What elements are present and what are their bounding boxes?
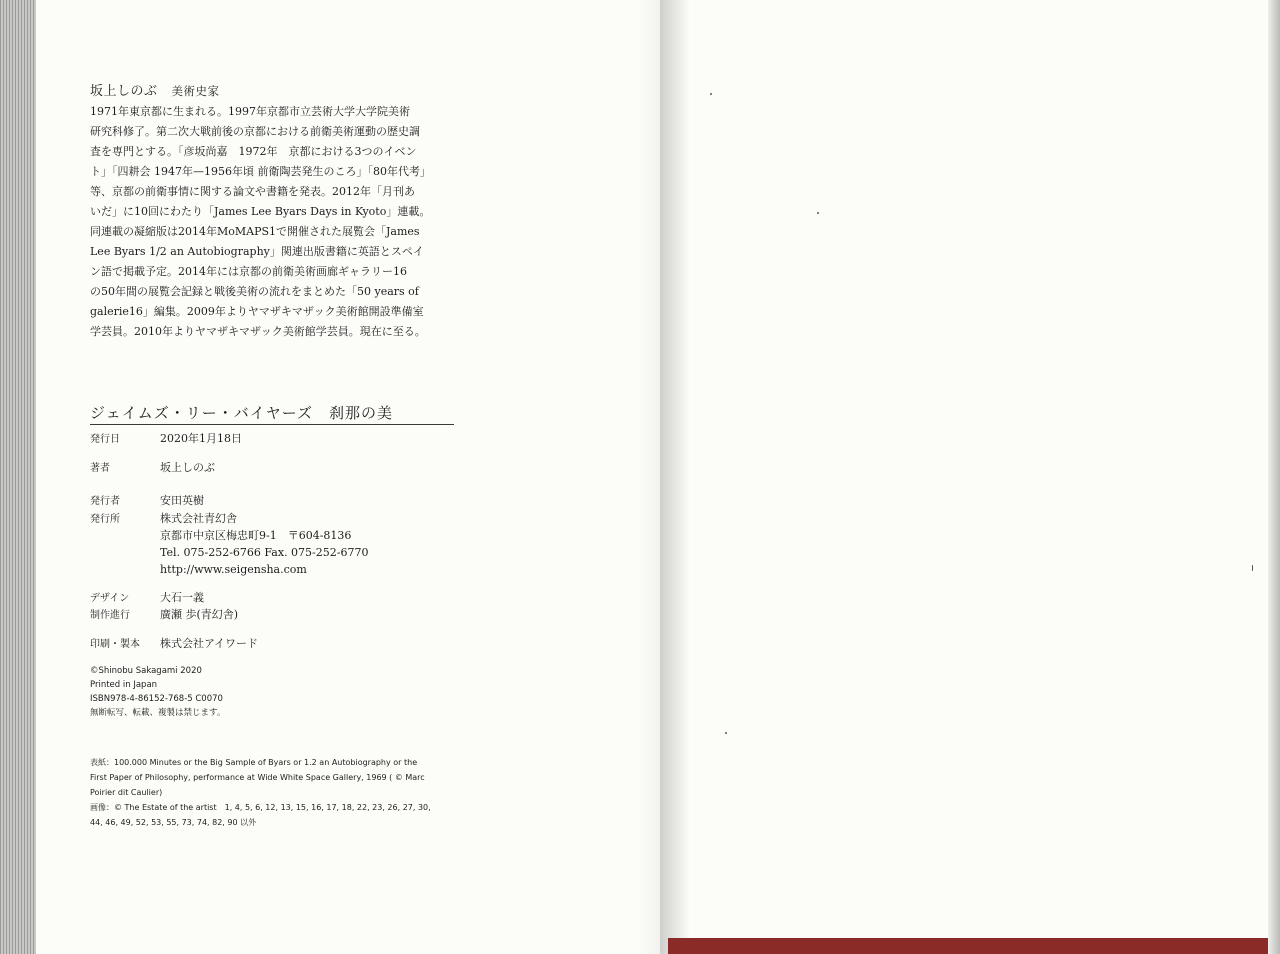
paper-speck: [1252, 565, 1253, 571]
publish-date: 2020年1月18日: [160, 432, 242, 445]
author-name: 坂上しのぶ: [90, 84, 158, 99]
credit-line: 画像：© The Estate of the artist 1, 4, 5, 6, 12, 13, 15, 16, 17, 18, 22, 23, 26, 27, 30,: [90, 803, 431, 812]
paper-speck: [725, 732, 727, 734]
credit-line: 44, 46, 49, 52, 53, 55, 73, 74, 82, 90 以外: [90, 818, 257, 827]
design-label: デザイン: [90, 593, 130, 604]
gutter-shadow-right: [660, 0, 690, 954]
author-row: [90, 459, 215, 477]
publisher-label: 発行者: [90, 496, 120, 507]
bio-line: 学芸員。2010年よりヤマザキマザック美術館学芸員。現在に至る。: [90, 325, 426, 338]
production-label: 制作進行: [90, 610, 130, 621]
paper-speck: [710, 93, 712, 95]
bio-line: 等、京都の前衛事情に関する論文や書籍を発表。2012年「月刊あ: [90, 185, 415, 198]
bio-line: galerie16」編集。2009年よりヤマザキマザック美術館開設準備室: [90, 305, 424, 318]
paper-speck: [817, 212, 819, 214]
image-credits: [90, 755, 470, 830]
bio-line: Lee Byars 1/2 an Autobiography」関連出版書籍に英語とスペイ: [90, 245, 424, 258]
printing-row: [90, 635, 258, 653]
production-row: [90, 606, 238, 624]
publisher-address: [160, 527, 368, 578]
author-role: 美術史家: [171, 84, 220, 98]
author-label: 著者: [90, 463, 110, 474]
design-row: [90, 589, 204, 607]
house-value: 株式会社青幻舎: [160, 512, 237, 525]
copyright-line: Printed in Japan: [90, 680, 158, 690]
copyright-line: 無断転写、転載、複製は禁じます。: [90, 708, 226, 718]
house-row: [90, 510, 237, 528]
right-page: [660, 0, 1280, 954]
bio-line: 査を専門とする。「彦坂尚嘉 1972年 京都における3つのイベン: [90, 145, 417, 158]
credit-line: 表紙：100.000 Minutes or the Big Sample of Byars or 1.2 an Autobiography or the: [90, 758, 418, 767]
design-value: 大石一義: [160, 591, 204, 604]
publisher-url: http://www.seigensha.com: [160, 563, 307, 576]
copyright-block: [90, 664, 225, 720]
title-rule: [90, 424, 454, 425]
cover-edge: [668, 938, 1268, 954]
bio-line: 1971年東京都に生まれる。1997年京都市立芸術大学大学院美術: [90, 105, 410, 118]
left-page: [36, 0, 660, 954]
bio-line: 同連載の凝縮版は2014年MoMAPS1で開催された展覧会「James: [90, 225, 420, 238]
credit-line: Poirier dit Caulier): [90, 788, 163, 797]
book-page-edges: [0, 0, 40, 954]
address-line: 京都市中京区梅忠町9-1 〒604-8136: [160, 529, 352, 542]
isbn-line: ISBN978-4-86152-768-5 C0070: [90, 694, 223, 704]
book-title: ジェイムズ・リー・バイヤーズ 刹那の美: [90, 404, 393, 422]
house-label: 発行所: [90, 514, 120, 525]
right-page-edge: [1268, 0, 1280, 954]
publish-date-row: [90, 430, 242, 448]
credit-line: First Paper of Philosophy, performance at Wide White Space Gallery, 1969 ( © Marc: [90, 773, 425, 782]
author-heading: [90, 80, 220, 99]
publisher-value: 安田英樹: [160, 494, 204, 507]
bio-line: いだ」に10回にわたり「James Lee Byars Days in Kyoto」連載。: [90, 205, 431, 218]
bio-line: ン語で掲載予定。2014年には京都の前衛美術画廊ギャラリー16: [90, 265, 407, 278]
author-bio: [90, 102, 456, 342]
publisher-row: [90, 492, 204, 510]
bio-line: の50年間の展覧会記録と戦後美術の流れをまとめた「50 years of: [90, 285, 419, 298]
bio-line: 研究科修了。第二次大戦前後の京都における前衛美術運動の歴史調: [90, 125, 420, 138]
printing-label: 印刷・製本: [90, 639, 140, 650]
production-value: 廣瀬 歩(青幻舎): [160, 608, 239, 621]
bio-line: ト」「四耕会 1947年—1956年頃 前衛陶芸発生のころ」「80年代考」: [90, 165, 431, 178]
author-value: 坂上しのぶ: [160, 461, 215, 474]
printing-value: 株式会社アイワード: [160, 637, 259, 650]
copyright-line: ©Shinobu Sakagami 2020: [90, 666, 202, 676]
publish-date-label: 発行日: [90, 434, 120, 445]
address-line: Tel. 075-252-6766 Fax. 075-252-6770: [160, 546, 369, 559]
